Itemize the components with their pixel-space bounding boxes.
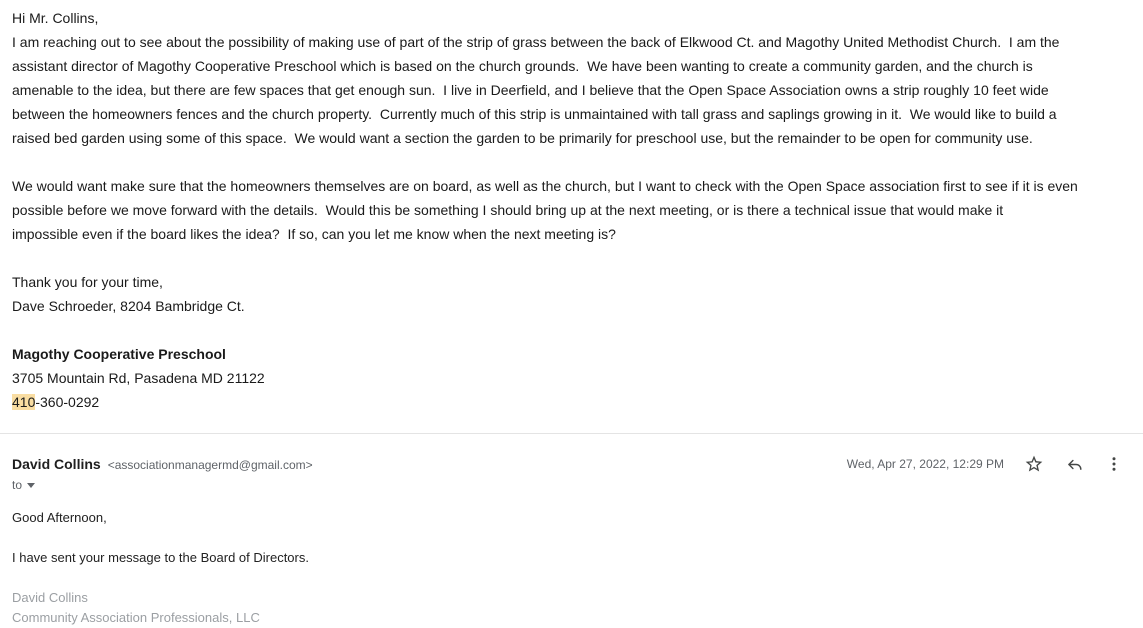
signature-phone [12,390,1131,414]
email-line: We would want make sure that the homeowners themselves are on board, as well as the church, but I want to check with the Open Space association first to see if it is even [12,178,1078,194]
reply-line: Good Afternoon, [12,510,107,525]
reply-signature-company: Community Association Professionals, LLC [12,610,260,625]
blank-line [12,528,1124,548]
reply-body [12,508,1124,628]
email-line: I am reaching out to see about the possibility of making use of part of the strip of grass between the back of Elkwood Ct. and Magothy United Methodist Church. I am the [12,34,1060,50]
email-line: Thank you for your time, [12,274,163,290]
find-highlight: 410 [12,394,36,410]
reply-arrow-icon [1065,455,1084,474]
star-outline-icon [1024,454,1044,474]
reply-email [0,434,1143,628]
blank-line [12,568,1124,588]
email-line: impossible even if the board likes the idea? If so, can you let me know when the next meeting is? [12,226,616,242]
sender-email: <associationmanagermd@gmail.com> [107,458,313,472]
reply-header [12,454,1124,474]
signature-org: Magothy Cooperative Preschool [12,346,226,362]
email-line: Dave Schroeder, 8204 Bambridge Ct. [12,298,245,314]
signature-phone-rest: -360-0292 [35,394,100,410]
sender-info [12,456,313,472]
email-line: assistant director of Magothy Cooperative Preschool which is based on the church grounds. We have been wanting to create a community garden, and the church is [12,58,1033,74]
reply-line: I have sent your message to the Board of Directors. [12,550,309,565]
email-line: raised bed garden using some of this space. We would want a section the garden to be primarily for preschool use, but the remainder to be open for community use. [12,130,1033,146]
reply-signature-name: David Collins [12,590,88,605]
blank-line [12,246,1131,270]
email-line: between the homeowners fences and the church property. Currently much of this strip is unmaintained with tall grass and saplings growing in it. We would like to build a [12,106,1057,122]
email-line: Hi Mr. Collins, [12,10,99,26]
vertical-dots-icon [1105,455,1123,473]
more-button[interactable] [1104,454,1124,474]
email-line: possible before we move forward with the details. Would this be something I should bring up at the next meeting, or is there a technical issue that would make it [12,202,1004,218]
header-actions [847,454,1124,474]
chevron-down-icon [27,483,35,488]
to-dropdown[interactable] [12,478,35,492]
sender-name: David Collins [12,456,101,472]
email-line: amenable to the idea, but there are few spaces that get enough sun. I live in Deerfield, and I believe that the Open Space Association owns a strip roughly 10 feet wide [12,82,1049,98]
message-date: Wed, Apr 27, 2022, 12:29 PM [846,457,1004,471]
signature-address: 3705 Mountain Rd, Pasadena MD 21122 [12,370,265,386]
to-label: to [12,478,23,492]
blank-line [12,150,1131,174]
star-button[interactable] [1024,454,1044,474]
blank-line [12,318,1131,342]
reply-button[interactable] [1064,454,1084,474]
